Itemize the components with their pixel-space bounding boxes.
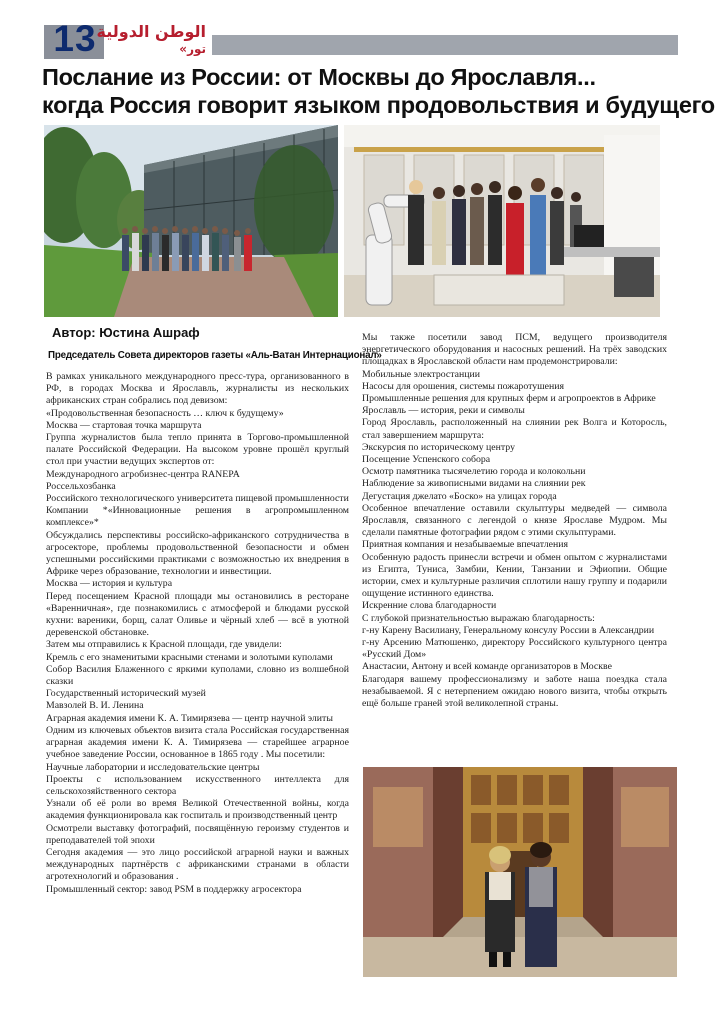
paragraph: Сегодня академия — это лицо российской аграрной науки и важных международных партнёрств с африканскими странами в области агротехнологий и образования . [46, 846, 349, 883]
paragraph: Наблюдение за живописными видами на слиянии рек [362, 478, 586, 490]
paragraph: Осмотр памятника тысячелетию города и колокольни [362, 466, 586, 478]
paragraph: Российского технологического университета пищевой промышленности [46, 493, 349, 505]
paragraph: Экскурсия по историческому центру [362, 441, 515, 453]
article-headline [42, 63, 715, 119]
paragraph: Москва — история и культура [46, 578, 173, 590]
paragraph: Особенную радость принесли встречи и обмен опытом с журналистами из Египта, Туниса, Замбии, Кении, Танзании и Эфиопии. Общие истории, смех и культурные различия сплотили нашу группу и подарили ощущение истинного единства. [362, 551, 667, 600]
paragraph: Обсуждались перспективы российско-африканского сотрудничества в агросекторе, проблемы продовольственной безопасности и обмен успешными российскими практиками с возможностью их внедрения в Африке через образование, технологии и инвестиции. [46, 529, 349, 578]
logo-title: الوطن الدولية [96, 22, 206, 41]
paragraph: Международного агробизнес-центра RANEPA [46, 468, 240, 480]
paragraph: С глубокой признательностью выражаю благодарность: [362, 612, 595, 624]
author-role: Председатель Совета директоров газеты «Аль-Ватан Интернационал» [48, 350, 382, 361]
paragraph: Москва — стартовая точка маршрута [46, 419, 202, 431]
photo-lab-visit-robot [344, 125, 660, 317]
page-number: 13 [53, 18, 97, 59]
paragraph: Узнали об её роли во время Великой Отечественной войны, когда академия функционировала как госпиталь и производственный центр [46, 798, 349, 822]
newspaper-logo [96, 22, 210, 60]
page-header [0, 0, 724, 64]
paragraph: Анастасии, Антону и всей команде организаторов в Москве [362, 661, 612, 673]
photo-group-outside-building [44, 125, 338, 317]
paragraph: Россельхозбанка [46, 480, 116, 492]
logo-subtitle [176, 42, 206, 56]
paragraph: Проекты с использованием искусственного интеллекта для сельскохозяйственного сектора [46, 773, 349, 797]
paragraph: Дегустация джелато «Боско» на улицах города [362, 490, 557, 502]
paragraph: Город Ярославль, расположенный на слиянии рек Волга и Которосль, стал завершением маршрута: [362, 417, 667, 441]
headline-line-1: Послание из России: от Москвы до Ярославля... [42, 64, 596, 90]
double-chevron-icon: » [179, 42, 188, 56]
paragraph: Группа журналистов была тепло принята в Торгово-промышленной палате Российской Федерации. На высоком уровне прошёл круглый стол при участии ведущих экспертов от: [46, 432, 349, 468]
paragraph: Искренние слова благодарности [362, 600, 497, 612]
photo-cathedral-interior [363, 767, 677, 977]
paragraph: Промышленный сектор: завод PSM в поддержку агросектора [46, 883, 302, 895]
paragraph: Научные лаборатории и исследовательские центры [46, 761, 260, 773]
paragraph: Посещение Успенского собора [362, 454, 491, 466]
photo-group-outside-building-image [44, 125, 338, 317]
paragraph: Промышленные решения для крупных ферм и агропроектов в Африке [362, 393, 656, 405]
author-name: Автор: Юстина Ашраф [52, 325, 200, 340]
paragraph: Мобильные электростанции [362, 368, 480, 380]
paragraph: Кремль с его знаменитыми красными стенами и золотыми куполами [46, 651, 333, 663]
paragraph: г-ну Арсению Матюшенко, директору Российского культурного центра «Русский Дом» [362, 637, 667, 661]
paragraph: Государственный исторический музей [46, 688, 206, 700]
paragraph: В рамках уникального международного пресс-тура, организованного в РФ, в городах Москва и Ярославль, журналисты из нескольких африканских стран собрались под девизом: [46, 371, 349, 407]
paragraph: Благодаря вашему профессионализму и заботе наша поездка стала незабываемой. Я с нетерпением ожидаю нового визита, чтобы открыть ещё больше граней этой великолепной страны. [362, 673, 667, 710]
right-text-column [362, 332, 667, 710]
logo-subtitle-text: تور [187, 42, 206, 56]
paragraph: г-ну Карену Василиану, Генеральному консулу России в Александрии [362, 624, 655, 636]
paragraph: Особенное впечатление оставили скульптуры медведей — символа Ярославля, связанного с легендой о князе Ярославе Мудром. Мы сделали памятные фотографии рядом с этими скульптурами. [362, 502, 667, 539]
paragraph: Затем мы отправились к Красной площади, где увидели: [46, 639, 282, 651]
paragraph: Осмотрели выставку фотографий, посвящённую героизму студентов и преподавателей той эпохи [46, 822, 349, 846]
photo-lab-visit-robot-image [344, 125, 660, 317]
header-band [212, 35, 678, 55]
paragraph: Мы также посетили завод ПСМ, ведущего производителя энергетического оборудования и насосных решений. На трёх заводских площадках в Ярославской области нам продемонстрировали: [362, 332, 667, 368]
paragraph: Ярославль — история, реки и символы [362, 405, 525, 417]
photo-cathedral-interior-image [363, 767, 677, 977]
left-text-column [46, 371, 349, 896]
headline-line-2: когда Россия говорит языком продовольствия и будущего [42, 92, 715, 118]
paragraph: Собор Василия Блаженного с яркими куполами, словно из волшебной сказки [46, 663, 349, 688]
paragraph: Приятная компания и незабываемые впечатления [362, 539, 568, 551]
paragraph: Перед посещением Красной площади мы остановились в ресторане «Варенничная», где познакомились с атмосферой и блюдами русской кухни: вареники, борщ, салат Оливье и чёрный хлеб — всё в уютной деревенской обстановке. [46, 590, 349, 639]
paragraph: Насосы для орошения, системы пожаротушения [362, 380, 565, 392]
paragraph: Компании *«Инновационные решения в агропромышленном комплексе»* [46, 505, 349, 529]
paragraph: Аграрная академия имени К. А. Тимирязева — центр научной элиты [46, 712, 333, 724]
paragraph: «Продовольственная безопасность … ключ к будущему» [46, 407, 284, 419]
paragraph: Мавзолей В. И. Ленина [46, 700, 144, 712]
paragraph: Одним из ключевых объектов визита стала Российская государственная аграрная академия имени К. А. Тимирязева — старейшее аграрное учебное заведение России, основанное в 1865 году . Мы посетили: [46, 724, 349, 761]
